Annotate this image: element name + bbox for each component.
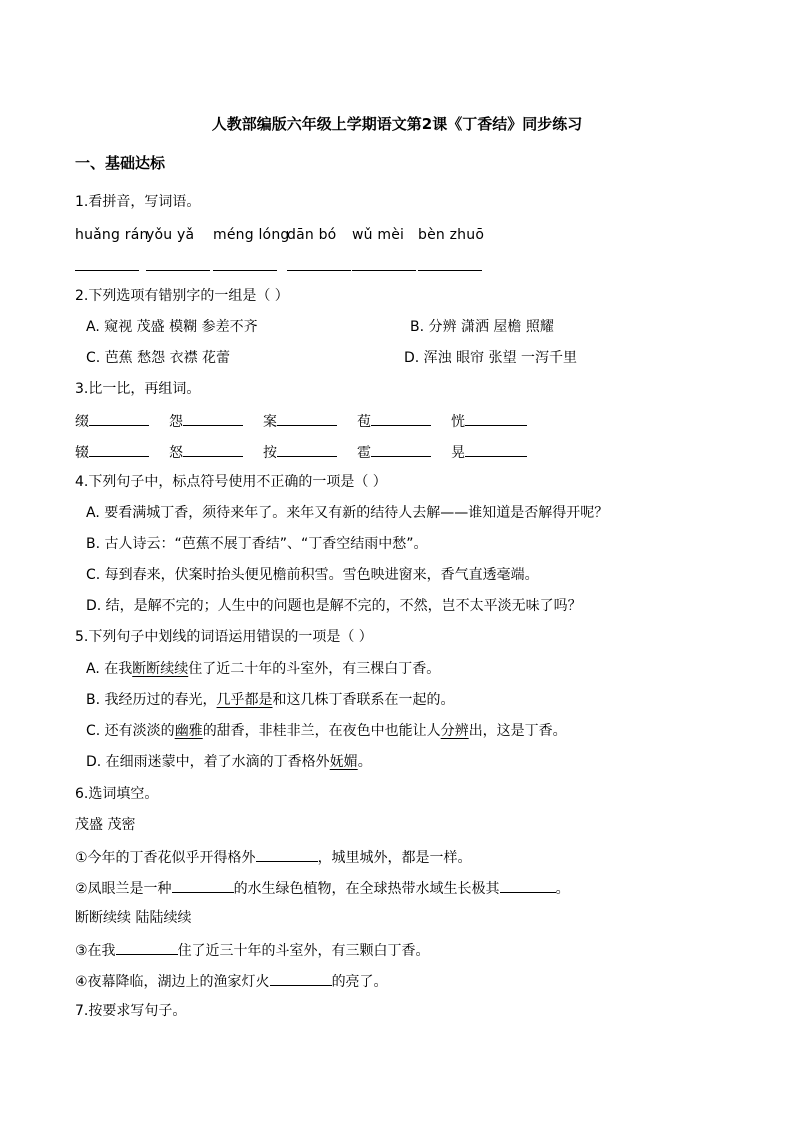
text: ①今年的丁香花似乎开得格外: [75, 850, 256, 866]
char-item: [451, 410, 527, 432]
page-title: 人教部编版六年级上学期语文第2课《丁香结》同步练习: [211, 115, 583, 133]
fill-sentence-3: [75, 939, 430, 961]
char-item: [263, 441, 337, 463]
text: 的水生绿色植物，在全球热带水域生长极其: [233, 881, 500, 897]
char: 怨: [169, 414, 183, 430]
answer-blank-2[interactable]: [146, 270, 210, 271]
answer-blank[interactable]: [277, 410, 337, 426]
option-a: [86, 659, 440, 679]
answer-blank[interactable]: [371, 441, 431, 457]
text: ，城里城外，都是一样。: [317, 850, 472, 866]
text: D. 在细雨迷蒙中，着了水滴的丁香格外: [86, 754, 330, 770]
answer-blank[interactable]: [256, 846, 318, 862]
char-item: [169, 441, 243, 463]
text: 住了近三十年的斗室外，有三颗白丁香。: [177, 943, 430, 959]
answer-blank[interactable]: [116, 939, 178, 955]
char: 怒: [169, 445, 183, 461]
char-item: [169, 410, 243, 432]
char: 恍: [451, 414, 465, 430]
answer-blank[interactable]: [465, 410, 527, 426]
word-choices-1: 茂盛 茂密: [75, 817, 136, 833]
question-2-stem: 2.下列选项有错别字的一组是（ ）: [75, 288, 289, 304]
underlined-word: 分辨: [440, 723, 469, 739]
pinyin-4: dān bó: [287, 227, 337, 243]
text: ③在我: [75, 943, 116, 959]
text: C. 还有淡淡的: [86, 723, 175, 739]
char-item: [75, 410, 149, 432]
pinyin-6: bèn zhuō: [418, 227, 485, 243]
text: 。: [555, 881, 570, 897]
text: ④夜幕降临，湖边上的渔家灯火: [75, 974, 270, 990]
question-5-stem: 5.下列句子中划线的词语运用错误的一项是（ ）: [75, 629, 373, 645]
pinyin-5: wǔ mèi: [352, 227, 405, 243]
text: 。: [357, 754, 372, 770]
underlined-word: 妩媚: [329, 754, 358, 770]
text: A. 在我: [86, 661, 133, 677]
char-item: [357, 410, 431, 432]
text: 的甜香，非桂非兰，在夜色中也能让人: [202, 723, 441, 739]
answer-blank[interactable]: [183, 410, 243, 426]
section-heading: 一、基础达标: [75, 154, 166, 172]
answer-blank-5[interactable]: [352, 270, 416, 271]
text: 和这几株丁香联系在一起的。: [272, 692, 455, 708]
answer-blank-1[interactable]: [75, 270, 139, 271]
answer-blank[interactable]: [465, 441, 527, 457]
char-item: [451, 441, 527, 463]
word-choices-2: 断断续续 陆陆续续: [75, 910, 192, 926]
option-b: B. 分辨 潇洒 屋檐 照耀: [410, 319, 554, 335]
char: 缀: [75, 414, 89, 430]
char: 案: [263, 414, 277, 430]
text: 的亮了。: [331, 974, 388, 990]
option-c: C. 芭蕉 愁怨 衣襟 花蕾: [86, 350, 231, 366]
option-b: [86, 690, 455, 710]
underlined-word: 几乎都是: [216, 692, 273, 708]
char: 按: [263, 445, 277, 461]
text: B. 我经历过的春光，: [86, 692, 217, 708]
answer-blank-4[interactable]: [287, 270, 351, 271]
text: ②凤眼兰是一种: [75, 881, 172, 897]
fill-sentence-2: [75, 877, 570, 899]
answer-blank[interactable]: [270, 970, 332, 986]
option-d: [86, 752, 372, 772]
option-d: D. 结，是解不完的；人生中的问题也是解不完的，不然，岂不太平淡无味了吗？: [86, 598, 582, 614]
option-b: B. 古人诗云：“芭蕉不展丁香结”、“丁香空结雨中愁”。: [86, 536, 428, 552]
char: 雹: [357, 445, 371, 461]
answer-blank-3[interactable]: [213, 270, 277, 271]
answer-blank[interactable]: [500, 877, 556, 893]
underlined-word: 断断续续: [132, 661, 189, 677]
option-a: A. 窥视 茂盛 模糊 参差不齐: [86, 319, 258, 335]
option-a: A. 要看满城丁香，须待来年了。来年又有新的结待人去解——谁知道是否解得开呢？: [86, 505, 609, 521]
char: 辍: [75, 445, 89, 461]
option-d: D. 浑浊 眼帘 张望 一泻千里: [404, 350, 578, 366]
fill-sentence-1: [75, 846, 472, 868]
answer-blank-6[interactable]: [418, 270, 482, 271]
question-7-stem: 7.按要求写句子。: [75, 1003, 187, 1019]
option-c: [86, 721, 567, 741]
underlined-word: 幽雅: [174, 723, 203, 739]
char-item: [75, 441, 149, 463]
fill-sentence-4: [75, 970, 388, 992]
answer-blank[interactable]: [371, 410, 431, 426]
question-3-stem: 3.比一比，再组词。: [75, 381, 201, 397]
pinyin-3: méng lóng: [213, 227, 290, 243]
char: 晃: [451, 445, 465, 461]
answer-blank[interactable]: [89, 410, 149, 426]
answer-blank[interactable]: [89, 441, 149, 457]
question-6-stem: 6.选词填空。: [75, 786, 159, 802]
pinyin-2: yǒu yǎ: [146, 227, 195, 243]
answer-blank[interactable]: [183, 441, 243, 457]
question-1-stem: 1.看拼音，写词语。: [75, 194, 201, 210]
pinyin-1: huǎng rán: [75, 227, 149, 243]
char-item: [263, 410, 337, 432]
char-item: [357, 441, 431, 463]
text: 出，这是丁香。: [468, 723, 567, 739]
text: 住了近二十年的斗室外，有三棵白丁香。: [188, 661, 441, 677]
answer-blank[interactable]: [277, 441, 337, 457]
question-4-stem: 4.下列句子中，标点符号使用不正确的一项是（ ）: [75, 474, 387, 490]
answer-blank[interactable]: [172, 877, 234, 893]
option-c: C. 每到春来，伏案时抬头便见檐前积雪。雪色映进窗来，香气直透毫端。: [86, 567, 539, 583]
char: 苞: [357, 414, 371, 430]
